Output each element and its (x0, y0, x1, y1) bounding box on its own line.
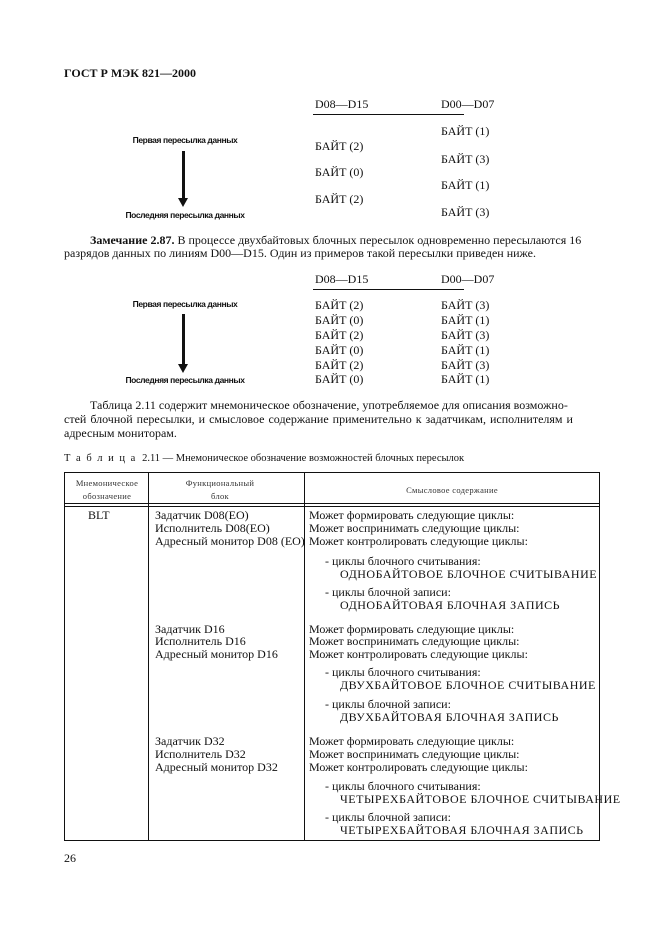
byte-cell: БАЙТ (3) (441, 298, 490, 312)
header-block-line1: Функциональный (185, 478, 255, 488)
block-cell: Задатчик D32 (155, 734, 225, 748)
read-cycles-value: ДВУХБАЙТОВОЕ БЛОЧНОЕ СЧИТЫВАНИЕ (340, 678, 596, 692)
header-divider (64, 503, 600, 504)
note-label: Замечание 2.87. (90, 233, 175, 247)
byte-cell: БАЙТ (1) (441, 313, 490, 327)
arrowhead-icon (178, 198, 188, 207)
block-cell: Адресный монитор D16 (155, 647, 278, 661)
read-cycles-value: ОДНОБАЙТОВОЕ БЛОЧНОЕ СЧИТЫВАНИЕ (340, 567, 598, 581)
meaning-cell: Может формировать следующие циклы: (309, 734, 515, 748)
page-number: 26 (64, 851, 76, 865)
table-border-bottom (64, 840, 600, 841)
read-cycles-label: - циклы блочного считывания: (325, 665, 481, 679)
meaning-cell: Может формировать следующие циклы: (309, 508, 515, 522)
write-cycles-label: - циклы блочной записи: (325, 697, 451, 711)
block-cell: Задатчик D08(EO) (155, 508, 249, 522)
block-cell: Исполнитель D32 (155, 747, 246, 761)
column-header-left: D08—D15 (315, 97, 369, 111)
header-mnemonic-line1: Мнемоническое (75, 478, 139, 488)
table-border-top (64, 472, 600, 473)
byte-cell: БАЙТ (1) (441, 178, 490, 192)
paragraph-line-3: адресным мониторам. (64, 426, 177, 440)
block-cell: Исполнитель D16 (155, 634, 246, 648)
down-arrow-icon (182, 151, 185, 199)
header-mnemonic-line2: обозначение (82, 491, 132, 501)
byte-cell: БАЙТ (3) (441, 205, 490, 219)
meaning-cell: Может воспринимать следующие циклы: (309, 521, 520, 535)
block-cell: Задатчик D16 (155, 622, 225, 636)
column-divider (304, 472, 305, 841)
read-cycles-label: - циклы блочного считывания: (325, 554, 481, 568)
table-border-right (599, 472, 600, 841)
mnemonic-cell: BLT (88, 508, 110, 522)
column-header-right: D00—D07 (441, 97, 495, 111)
byte-cell: БАЙТ (2) (315, 358, 364, 372)
last-transfer-label: Последняя пересылка данных (125, 210, 245, 220)
byte-cell: БАЙТ (1) (441, 124, 490, 138)
paragraph-line-2: стей блочной пересылки, и смысловое содержание применительно к задатчикам, исполнителям и (64, 412, 573, 426)
byte-cell: БАЙТ (3) (441, 328, 490, 342)
column-header-left: D08—D15 (315, 272, 369, 286)
write-cycles-value: ЧЕТЫРЕХБАЙТОВАЯ БЛОЧНАЯ ЗАПИСЬ (340, 823, 584, 837)
write-cycles-label: - циклы блочной записи: (325, 810, 451, 824)
byte-cell: БАЙТ (2) (315, 139, 364, 153)
byte-cell: БАЙТ (0) (315, 165, 364, 179)
note-line-2: разрядов данных по линиям D00—D15. Один из примеров такой пересылки приведен ниже. (64, 246, 536, 260)
meaning-cell: Может формировать следующие циклы: (309, 622, 515, 636)
byte-cell: БАЙТ (0) (315, 313, 364, 327)
first-transfer-label: Первая пересылка данных (132, 135, 238, 145)
write-cycles-label: - циклы блочной записи: (325, 585, 451, 599)
last-transfer-label: Последняя пересылка данных (125, 375, 245, 385)
byte-cell: БАЙТ (1) (441, 372, 490, 386)
byte-cell: БАЙТ (3) (441, 358, 490, 372)
caption-prefix: Т а б л и ц а (64, 453, 137, 464)
table-caption (64, 452, 464, 466)
read-cycles-label: - циклы блочного считывания: (325, 779, 481, 793)
down-arrow-icon (182, 314, 185, 366)
byte-cell: БАЙТ (3) (441, 152, 490, 166)
arrowhead-icon (178, 364, 188, 373)
meaning-cell: Может воспринимать следующие циклы: (309, 634, 520, 648)
note-text: В процессе двухбайтовых блочных пересылок одновременно пересылаются 16 (177, 233, 582, 247)
table-border-left (64, 472, 65, 841)
block-cell: Исполнитель D08(EO) (155, 521, 270, 535)
meaning-cell: Может контролировать следующие циклы: (309, 647, 528, 661)
byte-cell: БАЙТ (2) (315, 328, 364, 342)
write-cycles-value: ДВУХБАЙТОВАЯ БЛОЧНАЯ ЗАПИСЬ (340, 710, 559, 724)
paragraph-line-1: Таблица 2.11 содержит мнемоническое обозначение, употребляемое для описания возможно- (90, 398, 568, 412)
header-block-line2: блок (211, 491, 229, 501)
read-cycles-value: ЧЕТЫРЕХБАЙТОВОЕ БЛОЧНОЕ СЧИТЫВАНИЕ (340, 792, 621, 806)
byte-cell: БАЙТ (0) (315, 372, 364, 386)
byte-cell: БАЙТ (2) (315, 298, 364, 312)
meaning-cell: Может контролировать следующие циклы: (309, 534, 528, 548)
meaning-cell: Может контролировать следующие циклы: (309, 760, 528, 774)
caption-text: 2.11 — Мнемоническое обозначение возможностей блочных пересылок (142, 453, 465, 464)
header-underline (313, 289, 464, 290)
note-line-1 (90, 233, 598, 247)
meaning-cell: Может воспринимать следующие циклы: (309, 747, 520, 761)
column-divider (148, 472, 149, 841)
byte-cell: БАЙТ (1) (441, 343, 490, 357)
document-title: ГОСТ Р МЭК 821—2000 (64, 66, 196, 80)
first-transfer-label: Первая пересылка данных (132, 299, 238, 309)
byte-cell: БАЙТ (2) (315, 192, 364, 206)
column-header-right: D00—D07 (441, 272, 495, 286)
write-cycles-value: ОДНОБАЙТОВАЯ БЛОЧНАЯ ЗАПИСЬ (340, 598, 561, 612)
block-cell: Адресный монитор D32 (155, 760, 278, 774)
header-underline (313, 114, 464, 115)
block-cell: Адресный монитор D08 (EO) (155, 534, 305, 548)
byte-cell: БАЙТ (0) (315, 343, 364, 357)
header-divider (64, 506, 600, 507)
header-meaning: Смысловое содержание (406, 485, 498, 495)
